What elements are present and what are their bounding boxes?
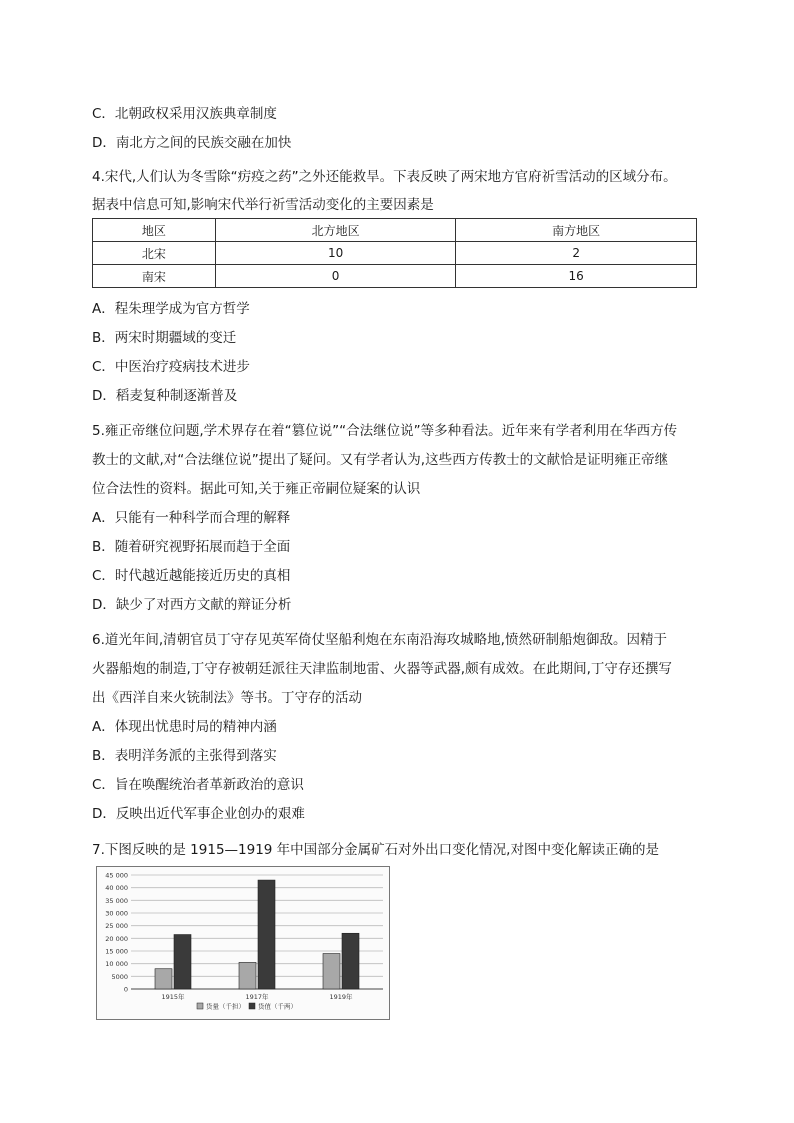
q5-option-b: B．随着研究视野拓展而趋于全面 bbox=[92, 539, 291, 555]
y-tick-label: 30 000 bbox=[105, 909, 128, 918]
table-header-cell: 南方地区 bbox=[456, 219, 697, 242]
q6-stem-line-2: 火器船炮的制造,丁守存被朝廷派往天津监制地雷、火器等武器,颇有成效。在此期间,丁守存还撰写 bbox=[92, 661, 672, 677]
y-tick-label: 40 000 bbox=[105, 884, 128, 893]
q5-option-d: D．缺少了对西方文献的辩证分析 bbox=[92, 597, 292, 613]
y-tick-label: 10 000 bbox=[105, 960, 128, 969]
q4-stem-line-1: 4.宋代,人们认为冬雪除“疠疫之药”之外还能救旱。下表反映了两宋地方官府祈雪活动的区域分布。 bbox=[92, 169, 677, 185]
q3-option-d: D．南北方之间的民族交融在加快 bbox=[92, 135, 292, 151]
q5-stem-line-3: 位合法性的资料。据此可知,关于雍正帝嗣位疑案的认识 bbox=[92, 481, 421, 497]
bar bbox=[155, 969, 172, 989]
table-cell: 0 bbox=[215, 265, 456, 288]
q6-stem-line-1: 6.道光年间,清朝官员丁守存见英军倚仗坚船利炮在东南沿海攻城略地,愤然研制船炮御敌。因精于 bbox=[92, 632, 667, 648]
q5-stem-line-2: 教士的文献,对“合法继位说”提出了疑问。又有学者认为,这些西方传教士的文献恰是证明雍正帝继 bbox=[92, 452, 669, 468]
table-header-row bbox=[93, 219, 697, 242]
bar bbox=[174, 935, 191, 989]
table-cell: 16 bbox=[456, 265, 697, 288]
q4-option-b: B．两宋时期疆域的变迁 bbox=[92, 330, 237, 346]
table-cell: 10 bbox=[215, 242, 456, 265]
y-tick-label: 0 bbox=[123, 985, 128, 994]
table-row bbox=[93, 242, 697, 265]
y-tick-label: 25 000 bbox=[105, 922, 128, 931]
table-cell: 2 bbox=[456, 242, 697, 265]
q5-option-c: C．时代越近越能接近历史的真相 bbox=[92, 568, 291, 584]
q4-option-a: A．程朱理学成为官方哲学 bbox=[92, 301, 250, 317]
table-header-cell: 地区 bbox=[93, 219, 216, 242]
bar bbox=[342, 933, 359, 989]
q5-option-a: A．只能有一种科学而合理的解释 bbox=[92, 510, 291, 526]
y-tick-label: 20 000 bbox=[105, 934, 128, 943]
legend-label: 货量（千担） bbox=[206, 1002, 245, 1011]
bar bbox=[239, 962, 256, 989]
legend-swatch bbox=[197, 1003, 203, 1009]
q4-stem-line-2: 据表中信息可知,影响宋代举行祈雪活动变化的主要因素是 bbox=[92, 197, 434, 213]
chart-svg bbox=[97, 867, 389, 1019]
table-row bbox=[93, 265, 697, 288]
x-tick-label: 1915年 bbox=[161, 993, 185, 1001]
y-tick-label: 35 000 bbox=[105, 896, 128, 905]
q6-option-b: B．表明洋务派的主张得到落实 bbox=[92, 748, 277, 764]
q3-option-c: C．北朝政权采用汉族典章制度 bbox=[92, 106, 277, 122]
q4-option-c: C．中医治疗疫病技术进步 bbox=[92, 359, 250, 375]
q7-stem: 7.下图反映的是 1915—1919 年中国部分金属矿石对外出口变化情况,对图中变化解读正确的是 bbox=[92, 842, 659, 858]
bar bbox=[323, 954, 340, 989]
table-cell: 北宋 bbox=[93, 242, 216, 265]
q6-option-a: A．体现出忧患时局的精神内涵 bbox=[92, 719, 277, 735]
q5-stem-line-1: 5.雍正帝继位问题,学术界存在着“篡位说”“合法继位说”等多种看法。近年来有学者利用在华西方传 bbox=[92, 423, 678, 439]
legend-swatch bbox=[249, 1003, 255, 1009]
x-tick-label: 1919年 bbox=[329, 993, 353, 1001]
y-tick-label: 45 000 bbox=[105, 871, 128, 880]
bar bbox=[258, 880, 275, 989]
table-header-cell: 北方地区 bbox=[215, 219, 456, 242]
export-bar-chart bbox=[96, 866, 390, 1020]
x-tick-label: 1917年 bbox=[245, 993, 269, 1001]
q6-option-c: C．旨在唤醒统治者革新政治的意识 bbox=[92, 777, 304, 793]
table-cell: 南宋 bbox=[93, 265, 216, 288]
legend-label: 货值（千两） bbox=[258, 1002, 297, 1011]
q4-data-table bbox=[92, 218, 697, 288]
q6-stem-line-3: 出《西洋自来火铳制法》等书。丁守存的活动 bbox=[92, 690, 362, 706]
y-tick-label: 5000 bbox=[111, 972, 128, 981]
q6-option-d: D．反映出近代军事企业创办的艰难 bbox=[92, 806, 305, 822]
q4-option-d: D．稻麦复种制逐渐普及 bbox=[92, 388, 238, 404]
y-tick-label: 15 000 bbox=[105, 947, 128, 956]
